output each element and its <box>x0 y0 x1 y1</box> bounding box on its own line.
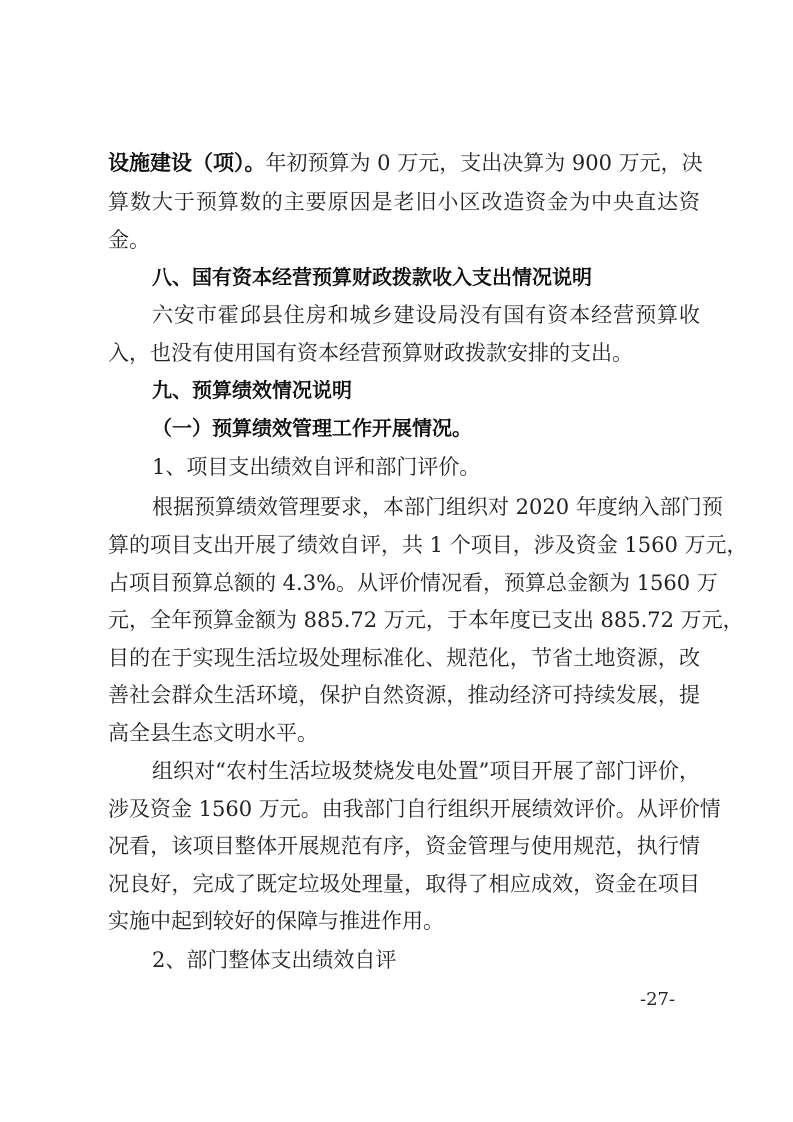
body-text: 年初预算为 0 万元，支出决算为 900 万元，决 <box>265 151 703 175</box>
body-line: 实施中起到较好的保障与推进作用。 <box>108 909 444 933</box>
page-number: -27- <box>640 989 676 1010</box>
body-line: 况良好，完成了既定垃圾处理量，取得了相应成效，资金在项目 <box>108 872 700 896</box>
body-line <box>108 144 703 182</box>
body-line: 入，也没有使用国有资本经营预算财政拨款安排的支出。 <box>108 341 633 365</box>
body-line: 金。 <box>108 228 150 252</box>
body-line: 算的项目支出开展了绩效自评，共 1 个项目，涉及资金 1560 万元， <box>108 533 748 557</box>
body-line: 根据预算绩效管理要求，本部门组织对 2020 年度纳入部门预 <box>152 495 723 519</box>
section-heading-8: 八、国有资本经营预算财政拨款收入支出情况说明 <box>152 265 592 289</box>
body-line: 善社会群众生活环境，保护自然资源，推动经济可持续发展，提 <box>108 683 700 707</box>
body-line: 占项目预算总额的 4.3%。从评价情况看，预算总金额为 1560 万 <box>108 571 718 595</box>
item-heading: 1、项目支出绩效自评和部门评价。 <box>152 455 481 479</box>
section-heading-9: 九、预算绩效情况说明 <box>152 378 352 402</box>
item-heading: 2、部门整体支出绩效自评 <box>152 948 397 972</box>
body-line: 目的在于实现生活垃圾处理标准化、规范化，节省土地资源，改 <box>108 646 700 670</box>
body-line: 算数大于预算数的主要原因是老旧小区改造资金为中央直达资 <box>108 190 700 214</box>
subsection-heading: （一）预算绩效管理工作开展情况。 <box>152 416 472 440</box>
body-line: 六安市霍邱县住房和城乡建设局没有国有资本经营预算收 <box>152 303 700 327</box>
body-line: 涉及资金 1560 万元。由我部门自行组织开展绩效评价。从评价情 <box>108 797 721 821</box>
body-line: 组织对“农村生活垃圾焚烧发电处置”项目开展了部门评价， <box>152 759 700 783</box>
body-line: 高全县生态文明水平。 <box>108 721 318 745</box>
body-line: 元，全年预算金额为 885.72 万元，于本年度已支出 885.72 万元， <box>108 608 744 632</box>
body-line: 况看，该项目整体开展规范有序，资金管理与使用规范，执行情 <box>108 834 700 858</box>
item-title: 设施建设（项）。 <box>108 151 266 175</box>
